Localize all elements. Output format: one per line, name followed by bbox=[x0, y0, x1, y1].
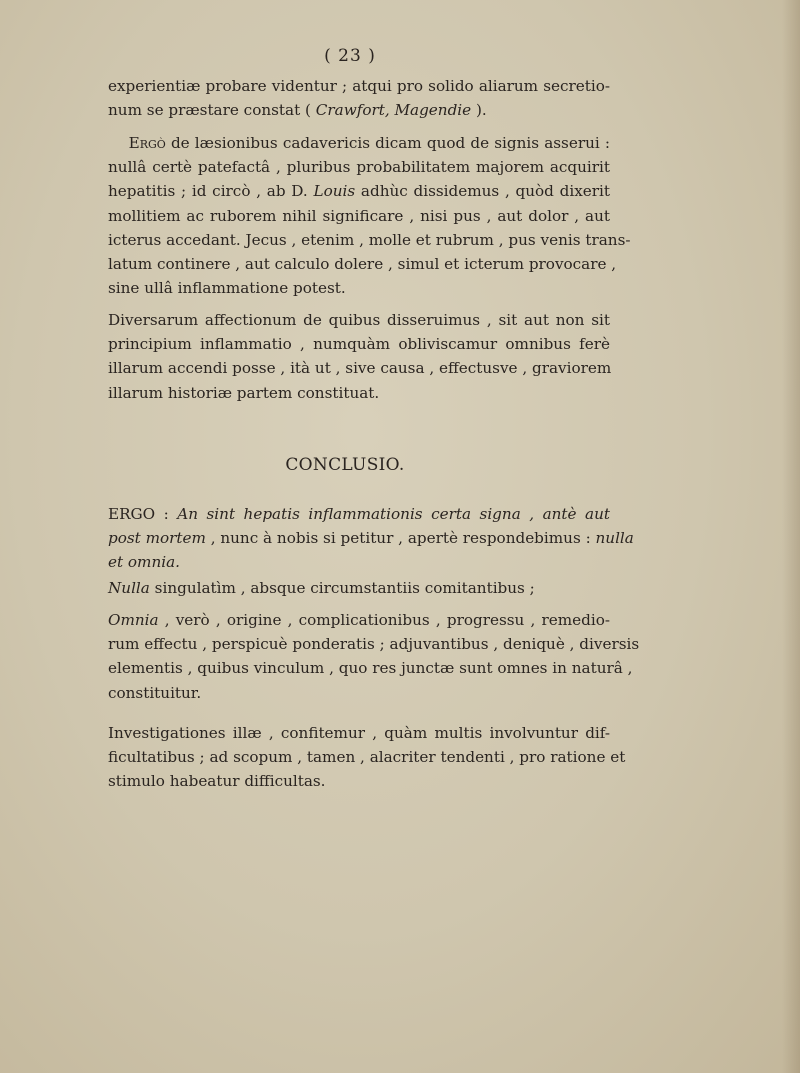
text-line: ficultatibus ; ad scopum , tamen , alacriter tendenti , pro ratione et bbox=[108, 748, 626, 767]
text-line: et omnia. bbox=[108, 553, 180, 572]
text-span: ). bbox=[471, 101, 487, 120]
text-line bbox=[108, 179, 610, 203]
text-line bbox=[108, 502, 610, 526]
paragraph-ergo-laesionibus bbox=[108, 131, 631, 300]
text-line: rum effectu , perspicuè ponderatis ; adjuvantibus , deniquè , diversis bbox=[108, 635, 640, 654]
text-line bbox=[108, 608, 610, 632]
text-line: experientiæ probare videntur ; atqui pro solido aliarum secretio- bbox=[108, 77, 610, 95]
text-line: Diversarum affectionum de quibus disseruimus , sit aut non sit bbox=[108, 311, 610, 329]
page-edge-shadow bbox=[782, 0, 800, 1073]
text-line bbox=[108, 526, 634, 550]
thesis-question: An sint hepatis inflammationis certa signa , antè aut bbox=[177, 505, 610, 523]
text-line: stimulo habeatur difficultas. bbox=[108, 772, 326, 791]
text-span: singulatìm , absque circumstantiis comitantibus ; bbox=[149, 579, 535, 597]
text-span: , nunc à nobis si petitur , apertè respondebimus : bbox=[205, 529, 596, 548]
page-number: ( 23 ) bbox=[324, 46, 376, 66]
text-line: illarum accendi posse , ità ut , sive causa , effectusve , graviorem bbox=[108, 359, 612, 378]
text-span: ERGO : bbox=[108, 505, 178, 523]
text-line: principium inflammatio , numquàm obliviscamur omnibus ferè bbox=[108, 335, 610, 354]
paragraph-omnia bbox=[108, 608, 640, 705]
text-line: constituitur. bbox=[108, 683, 202, 702]
answer-word: Nulla bbox=[108, 579, 150, 597]
cited-authors: Crawfort, Magendie bbox=[315, 101, 472, 120]
initial-word: Ergò bbox=[128, 134, 166, 152]
text-line: Investigationes illæ , confitemur , quàm multis involvuntur dif- bbox=[108, 724, 610, 742]
section-heading: CONCLUSIO. bbox=[285, 455, 405, 475]
text-line bbox=[108, 576, 610, 600]
text-line: mollitiem ac ruborem nihil significare , nisi pus , aut dolor , aut bbox=[108, 206, 610, 225]
text-span: , verò , origine , complicationibus , progressu , remedio- bbox=[158, 611, 610, 629]
text-span: adhùc dissidemus , quòd dixerit bbox=[355, 182, 610, 201]
text-line: elementis , quibus vinculum , quo res junctæ sunt omnes in naturâ , bbox=[108, 659, 633, 678]
text-line: icterus accedant. Jecus , etenim , molle et rubrum , pus venis trans- bbox=[108, 230, 631, 249]
paragraph-diversarum bbox=[108, 308, 610, 405]
text-line bbox=[108, 131, 610, 155]
thesis-question: post mortem bbox=[108, 529, 206, 548]
text-line: nullâ certè patefactâ , pluribus probabilitatem majorem acquirit bbox=[108, 158, 610, 177]
paragraph-nulla bbox=[108, 576, 610, 600]
cited-author: Louis bbox=[313, 182, 356, 201]
text-line: latum continere , aut calculo dolere , simul et icterum provocare , bbox=[108, 255, 617, 274]
text-line: sine ullâ inflammatione potest. bbox=[108, 279, 346, 298]
answer-word: nulla bbox=[595, 529, 634, 548]
answer-word: Omnia bbox=[108, 611, 159, 629]
paragraph-experientiae bbox=[108, 74, 610, 122]
text-span: num se præstare constat ( bbox=[108, 101, 316, 120]
paragraph-investigationes bbox=[108, 721, 626, 794]
paragraph-ergo-question bbox=[108, 502, 634, 575]
text-line: illarum historiæ partem constituat. bbox=[108, 383, 380, 402]
text-span: de læsionibus cadavericis dicam quod de signis asserui : bbox=[165, 134, 610, 152]
text-line bbox=[108, 98, 610, 122]
text-span: hepatitis ; id circò , ab D. bbox=[108, 182, 314, 201]
